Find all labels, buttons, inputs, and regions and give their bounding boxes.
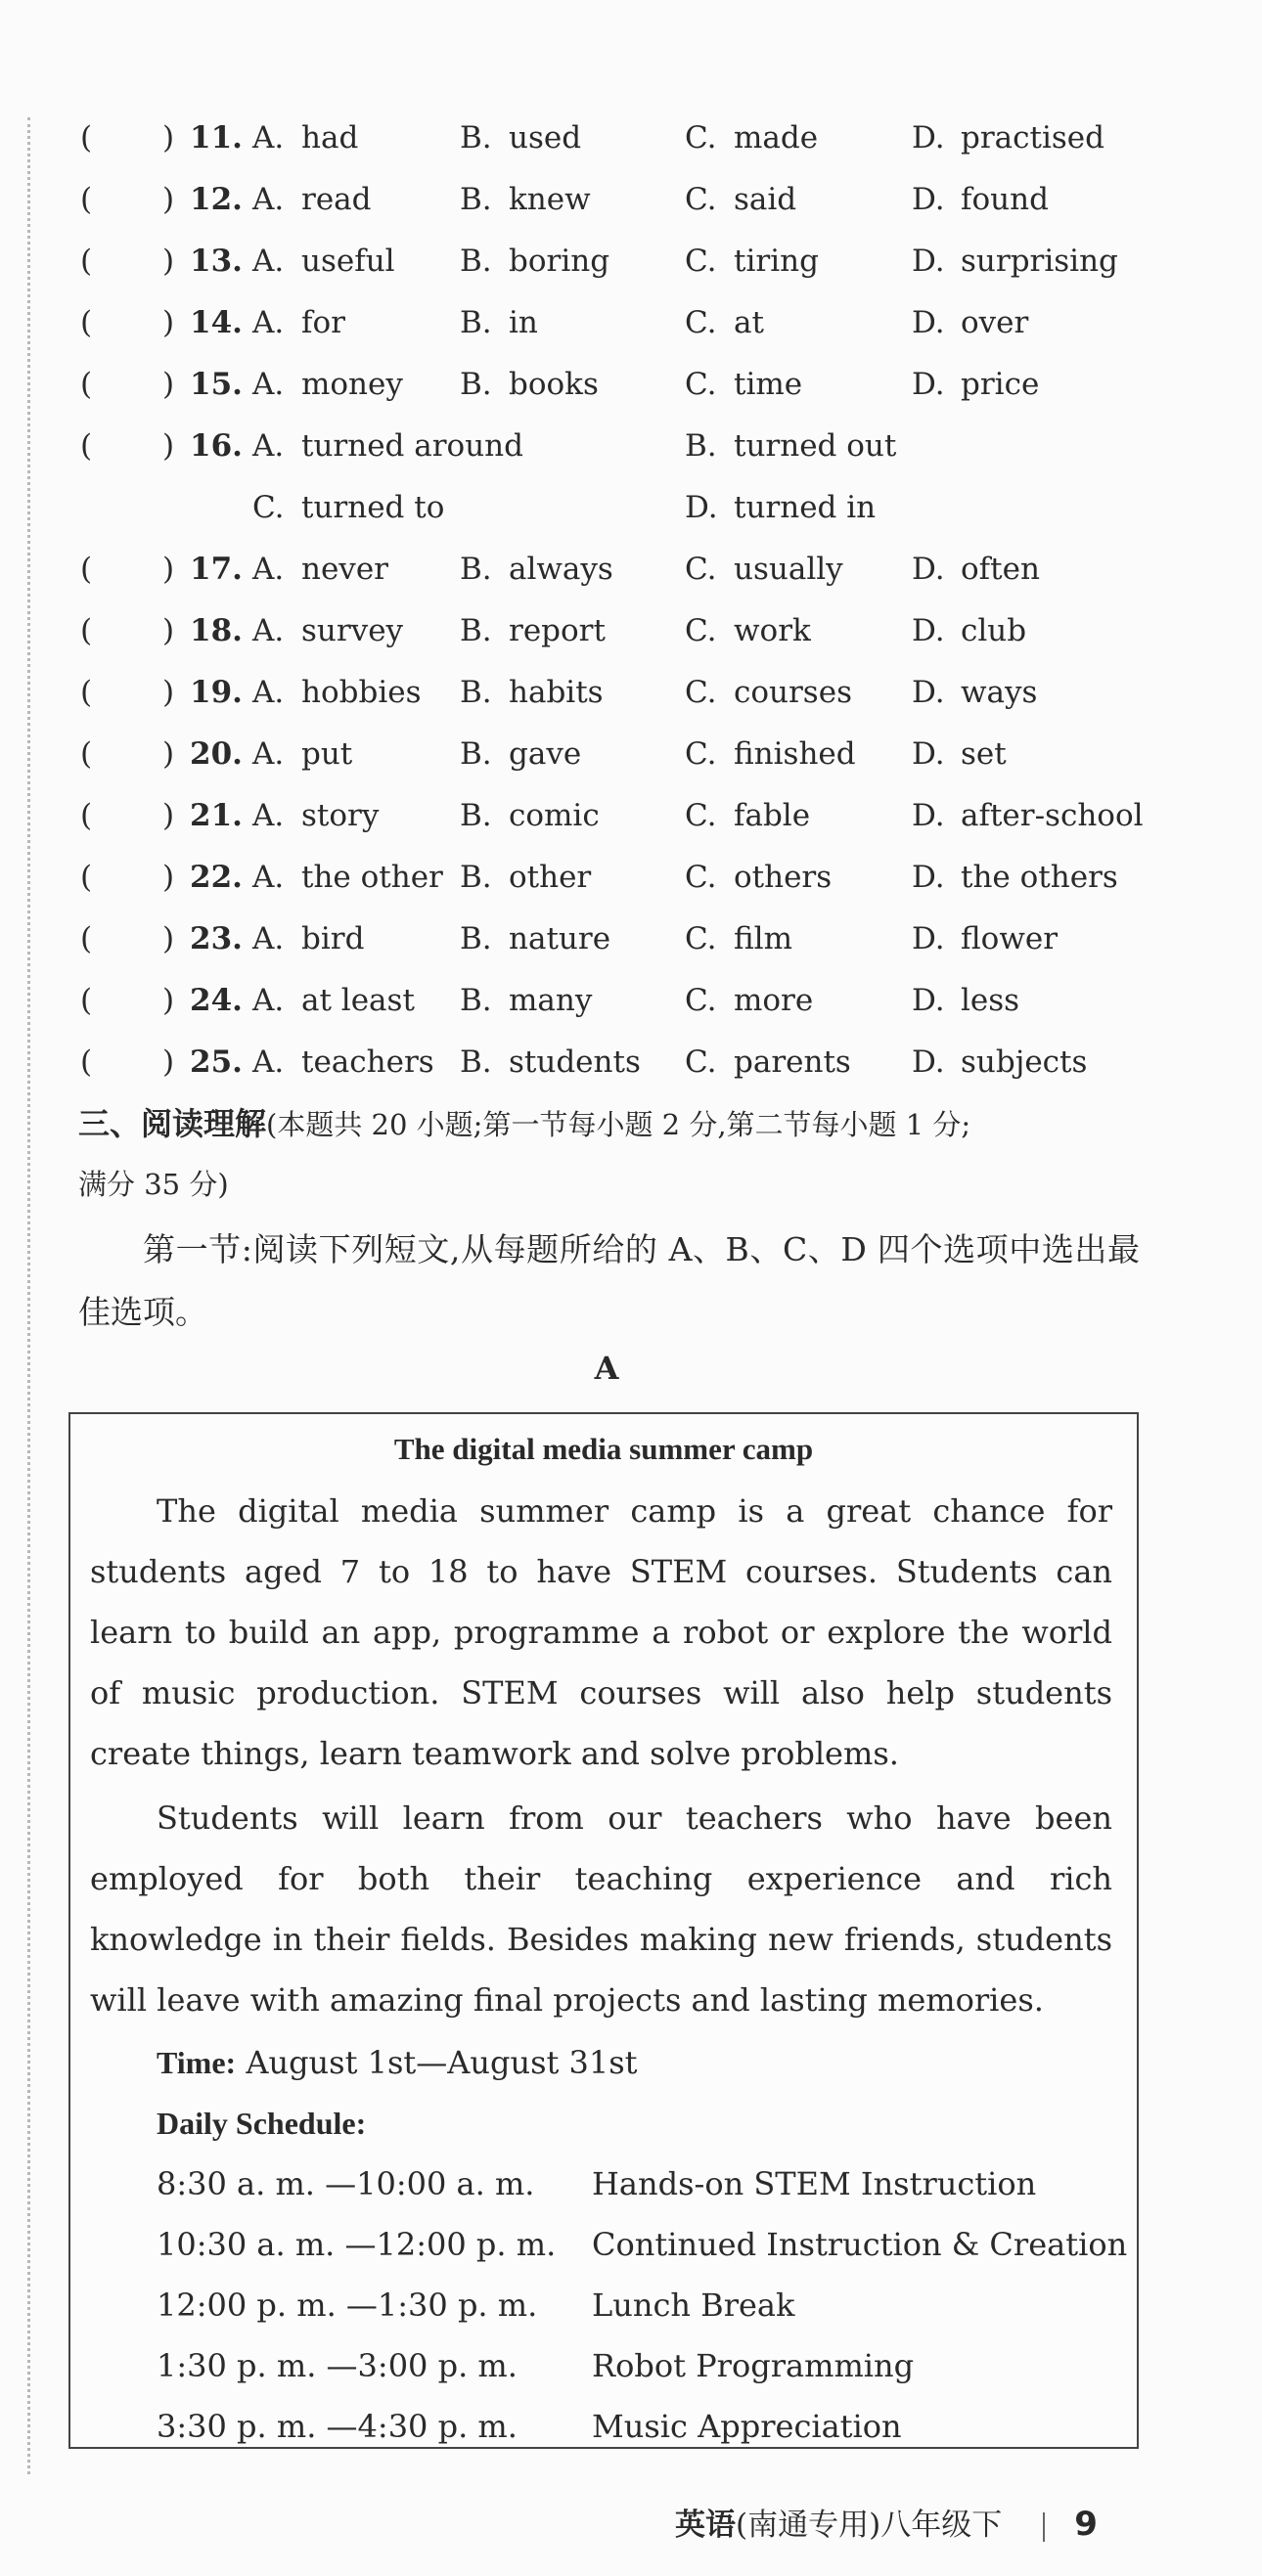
option-text: at — [734, 305, 764, 340]
question-number: 22. — [190, 860, 243, 895]
option-letter: D. — [912, 120, 945, 155]
question-number: 25. — [190, 1044, 243, 1080]
option-text: others — [734, 860, 833, 895]
schedule-activity: Music Appreciation — [592, 2408, 902, 2445]
option-text: flower — [961, 921, 1059, 956]
option-c — [685, 974, 813, 1027]
option-letter: C. — [685, 798, 717, 833]
answer-blank-close[interactable]: ) — [162, 798, 175, 833]
option-b — [460, 604, 606, 657]
option-letter: A. — [252, 860, 285, 895]
option-letter: C. — [685, 736, 717, 772]
option-a — [252, 420, 523, 472]
question-number: 11. — [190, 120, 243, 155]
option-letter: C. — [685, 1044, 717, 1080]
option-text: in — [509, 305, 538, 340]
answer-blank-open[interactable]: ( — [80, 552, 93, 587]
option-c — [685, 789, 810, 842]
option-d — [685, 481, 876, 534]
option-a — [252, 851, 443, 904]
option-text: report — [509, 613, 606, 648]
option-text: turned in — [734, 490, 877, 525]
option-d — [912, 851, 1118, 904]
option-c — [685, 296, 764, 349]
page-footer — [675, 2500, 1098, 2550]
question-number: 24. — [190, 983, 243, 1018]
option-text: the other — [301, 860, 443, 895]
question-number: 17. — [190, 552, 243, 587]
answer-blank-close[interactable]: ) — [162, 182, 175, 217]
option-letter: C. — [685, 182, 717, 217]
answer-blank-close[interactable]: ) — [162, 305, 175, 340]
answer-blank-close[interactable]: ) — [162, 244, 175, 279]
schedule-time: 3:30 p. m. —4:30 p. m. — [157, 2408, 518, 2445]
option-text: useful — [301, 244, 395, 279]
option-d — [912, 974, 1019, 1027]
option-text: had — [301, 120, 359, 155]
answer-blank-close[interactable]: ) — [162, 675, 175, 710]
option-letter: A. — [252, 367, 285, 402]
option-letter: B. — [685, 428, 717, 464]
answer-blank-open[interactable]: ( — [80, 182, 93, 217]
section-3-heading — [78, 1093, 1154, 1155]
option-c — [685, 358, 802, 411]
option-text: time — [734, 367, 803, 402]
schedule-activity: Robot Programming — [592, 2347, 915, 2384]
option-text: fable — [734, 798, 811, 833]
time-label: Time — [157, 2045, 226, 2080]
section-3-note-line1: (本题共 20 小题;第一节每小题 2 分,第二节每小题 1 分; — [266, 1108, 971, 1141]
time-line: Time: August 1st—August 31st — [157, 2044, 638, 2081]
option-text: comic — [509, 798, 600, 833]
option-text: usually — [734, 552, 843, 587]
question-number: 23. — [190, 921, 243, 956]
option-c — [685, 111, 818, 164]
option-text: always — [509, 552, 613, 587]
option-letter: B. — [460, 120, 492, 155]
option-letter: D. — [912, 367, 945, 402]
option-a — [252, 358, 403, 411]
option-b — [460, 235, 609, 288]
option-letter: D. — [912, 983, 945, 1018]
option-d — [912, 728, 1007, 780]
option-letter: C. — [685, 305, 717, 340]
schedule-activity: Hands-on STEM Instruction — [592, 2165, 1037, 2202]
passage-paragraph-2: Students will learn from our teachers who have been employed for both their teaching experience and rich knowledge in their fields. Besides making new friends, students will leave with amazing final projects and lasting memories. — [90, 1799, 1112, 2019]
schedule-row — [157, 2396, 1135, 2457]
option-text: finished — [734, 736, 856, 772]
option-text: said — [734, 182, 797, 217]
option-letter: B. — [460, 244, 492, 279]
question-number: 19. — [190, 675, 243, 710]
answer-blank-open[interactable]: ( — [80, 675, 93, 710]
option-letter: C. — [252, 490, 285, 525]
option-a — [252, 912, 364, 965]
section-3-title: 三、阅读理解 — [78, 1105, 267, 1142]
schedule-row — [157, 2335, 1135, 2396]
schedule-time: 1:30 p. m. —3:00 p. m. — [157, 2347, 518, 2384]
footer-divider — [1043, 2512, 1045, 2542]
option-letter: B. — [460, 983, 492, 1018]
option-letter: A. — [252, 552, 285, 587]
option-text: read — [301, 182, 372, 217]
option-letter: D. — [912, 1044, 945, 1080]
option-letter: B. — [460, 1044, 492, 1080]
option-c — [685, 604, 811, 657]
option-b — [460, 851, 591, 904]
option-a — [252, 173, 372, 226]
option-text: surprising — [961, 244, 1118, 279]
option-text: courses — [734, 675, 852, 710]
option-b — [460, 543, 613, 596]
answer-blank-close[interactable]: ) — [162, 921, 175, 956]
option-text: work — [734, 613, 811, 648]
schedule-heading: Daily Schedule: — [157, 2106, 367, 2141]
question-number: 15. — [190, 367, 243, 402]
option-text: boring — [509, 244, 610, 279]
option-d — [912, 358, 1039, 411]
option-letter: C. — [685, 244, 717, 279]
option-letter: D. — [912, 613, 945, 648]
option-letter: D. — [912, 552, 945, 587]
option-d — [912, 543, 1040, 596]
option-text: gave — [509, 736, 582, 772]
schedule-activity: Continued Instruction & Creation — [592, 2226, 1128, 2263]
section-3-note-wrap — [78, 1154, 1154, 1215]
option-text: habits — [509, 675, 604, 710]
option-a — [252, 974, 415, 1027]
option-letter: B. — [460, 552, 492, 587]
option-a — [252, 543, 388, 596]
option-letter: B. — [460, 798, 492, 833]
option-b — [460, 728, 581, 780]
option-text: turned to — [301, 490, 445, 525]
option-text: hobbies — [301, 675, 422, 710]
option-letter: D. — [912, 675, 945, 710]
option-text: film — [734, 921, 792, 956]
schedule-time: 12:00 p. m. —1:30 p. m. — [157, 2287, 538, 2324]
option-letter: A. — [252, 983, 285, 1018]
section-3-note-line2: 满分 35 分) — [78, 1168, 229, 1201]
option-text: many — [509, 983, 593, 1018]
option-letter: B. — [460, 921, 492, 956]
option-letter: B. — [460, 736, 492, 772]
answer-blank-close[interactable]: ) — [162, 613, 175, 648]
schedule-activity: Lunch Break — [592, 2287, 795, 2324]
option-letter: A. — [252, 921, 285, 956]
option-text: books — [509, 367, 599, 402]
option-text: subjects — [961, 1044, 1088, 1080]
option-text: set — [961, 736, 1007, 772]
answer-blank-open[interactable]: ( — [80, 305, 93, 340]
option-d — [912, 1036, 1087, 1088]
option-text: survey — [301, 613, 404, 648]
option-letter: D. — [912, 182, 945, 217]
footer-subject: 英语 — [675, 2508, 736, 2543]
answer-blank-open[interactable]: ( — [80, 367, 93, 402]
answer-blank-open[interactable]: ( — [80, 860, 93, 895]
option-text: practised — [961, 120, 1104, 155]
question-number: 13. — [190, 244, 243, 279]
option-letter: C. — [685, 921, 717, 956]
page-number: 9 — [1074, 2505, 1098, 2544]
option-text: knew — [509, 182, 591, 217]
option-letter: A. — [252, 798, 285, 833]
option-d — [912, 173, 1049, 226]
option-letter: B. — [460, 367, 492, 402]
option-letter: D. — [912, 244, 945, 279]
option-text: over — [961, 305, 1029, 340]
option-a — [252, 111, 358, 164]
option-letter: B. — [460, 182, 492, 217]
answer-blank-close[interactable]: ) — [162, 1044, 175, 1080]
answer-blank-open[interactable]: ( — [80, 983, 93, 1018]
option-letter: A. — [252, 1044, 285, 1080]
option-c — [685, 912, 792, 965]
option-letter: B. — [460, 860, 492, 895]
time-value: August 1st—August 31st — [246, 2044, 638, 2081]
option-a — [252, 604, 403, 657]
option-a — [252, 666, 422, 719]
option-text: used — [509, 120, 582, 155]
option-d — [912, 666, 1037, 719]
option-letter: A. — [252, 244, 285, 279]
option-letter: C. — [685, 120, 717, 155]
option-text: less — [961, 983, 1020, 1018]
option-text: at least — [301, 983, 415, 1018]
margin-dotted-line — [27, 117, 30, 2474]
option-c — [685, 1036, 851, 1088]
section-1-instruction: 第一节:阅读下列短文,从每题所给的 A、B、C、D 四个选项中选出最佳选项。 — [78, 1230, 1140, 1331]
option-c — [685, 728, 856, 780]
schedule-row — [157, 2275, 1135, 2335]
option-b — [460, 789, 600, 842]
option-text: never — [301, 552, 388, 587]
option-letter: C. — [685, 983, 717, 1018]
option-letter: A. — [252, 675, 285, 710]
option-text: price — [961, 367, 1040, 402]
passage-paragraph-1: The digital media summer camp is a great chance for students aged 7 to 18 to have STEM courses. Students can learn to build an app, programme a robot or explore the world of music production. STEM courses will also help students create things, learn teamwork and solve problems. — [90, 1492, 1112, 1772]
option-b — [460, 974, 592, 1027]
option-c — [685, 235, 819, 288]
option-letter: D. — [685, 490, 718, 525]
passage-box — [68, 1412, 1139, 2449]
option-letter: A. — [252, 305, 285, 340]
option-c — [252, 481, 444, 534]
option-a — [252, 1036, 434, 1088]
option-a — [252, 235, 395, 288]
option-letter: C. — [685, 675, 717, 710]
option-b — [460, 173, 591, 226]
option-letter: D. — [912, 860, 945, 895]
answer-blank-open[interactable]: ( — [80, 613, 93, 648]
option-d — [912, 235, 1118, 288]
option-text: turned around — [301, 428, 523, 464]
option-b — [460, 666, 604, 719]
question-number: 16. — [190, 428, 243, 464]
option-d — [912, 111, 1104, 164]
answer-blank-close[interactable]: ) — [162, 552, 175, 587]
option-letter: A. — [252, 428, 285, 464]
option-text: club — [961, 613, 1027, 648]
schedule-time: 10:30 a. m. —12:00 p. m. — [157, 2226, 557, 2263]
option-text: money — [301, 367, 403, 402]
option-text: other — [509, 860, 592, 895]
option-text: more — [734, 983, 814, 1018]
option-text: ways — [961, 675, 1038, 710]
answer-blank-close[interactable]: ) — [162, 367, 175, 402]
option-letter: B. — [460, 305, 492, 340]
option-b — [460, 358, 599, 411]
option-letter: B. — [460, 675, 492, 710]
option-a — [252, 296, 345, 349]
option-b — [685, 420, 896, 472]
answer-blank-open[interactable]: ( — [80, 428, 93, 464]
question-number: 21. — [190, 798, 243, 833]
question-number: 18. — [190, 613, 243, 648]
option-d — [912, 912, 1058, 965]
option-text: for — [301, 305, 345, 340]
answer-blank-open[interactable]: ( — [80, 798, 93, 833]
option-a — [252, 728, 352, 780]
option-d — [912, 296, 1028, 349]
option-c — [685, 666, 852, 719]
option-text: put — [301, 736, 353, 772]
answer-blank-open[interactable]: ( — [80, 736, 93, 772]
option-letter: A. — [252, 120, 285, 155]
option-letter: A. — [252, 736, 285, 772]
option-c — [685, 173, 796, 226]
schedule-row — [157, 2214, 1135, 2275]
question-number: 14. — [190, 305, 243, 340]
option-b — [460, 111, 581, 164]
option-text: found — [961, 182, 1049, 217]
answer-blank-open[interactable]: ( — [80, 921, 93, 956]
option-letter: C. — [685, 367, 717, 402]
answer-blank-close[interactable]: ) — [162, 120, 175, 155]
footer-edition: (南通专用)八年级下 — [736, 2508, 1003, 2543]
option-text: students — [509, 1044, 641, 1080]
option-c — [685, 543, 843, 596]
option-letter: B. — [460, 613, 492, 648]
option-text: parents — [734, 1044, 851, 1080]
option-a — [252, 789, 379, 842]
option-b — [460, 912, 610, 965]
option-d — [912, 789, 1144, 842]
option-letter: C. — [685, 613, 717, 648]
option-text: turned out — [734, 428, 897, 464]
option-letter: D. — [912, 305, 945, 340]
option-c — [685, 851, 832, 904]
option-text: tiring — [734, 244, 819, 279]
option-letter: A. — [252, 613, 285, 648]
option-text: the others — [961, 860, 1118, 895]
passage-letter: A — [594, 1350, 619, 1387]
option-letter: D. — [912, 798, 945, 833]
option-letter: A. — [252, 182, 285, 217]
option-text: after-school — [961, 798, 1144, 833]
option-letter: C. — [685, 552, 717, 587]
option-letter: D. — [912, 921, 945, 956]
option-text: made — [734, 120, 819, 155]
option-d — [912, 604, 1026, 657]
answer-blank-open[interactable]: ( — [80, 244, 93, 279]
option-b — [460, 296, 538, 349]
passage-title: The digital media summer camp — [393, 1432, 814, 1466]
answer-blank-close[interactable]: ) — [162, 428, 175, 464]
option-text: bird — [301, 921, 365, 956]
answer-blank-close[interactable]: ) — [162, 736, 175, 772]
question-number: 20. — [190, 736, 243, 772]
question-number: 12. — [190, 182, 243, 217]
option-text: nature — [509, 921, 611, 956]
option-letter: C. — [685, 860, 717, 895]
schedule-row — [157, 2154, 1135, 2214]
option-text: teachers — [301, 1044, 434, 1080]
answer-blank-open[interactable]: ( — [80, 120, 93, 155]
answer-blank-open[interactable]: ( — [80, 1044, 93, 1080]
option-text: often — [961, 552, 1040, 587]
option-b — [460, 1036, 641, 1088]
answer-blank-close[interactable]: ) — [162, 983, 175, 1018]
schedule-label: Daily Schedule — [157, 2106, 356, 2141]
schedule-time: 8:30 a. m. —10:00 a. m. — [157, 2165, 535, 2202]
answer-blank-close[interactable]: ) — [162, 860, 175, 895]
option-text: story — [301, 798, 380, 833]
option-letter: D. — [912, 736, 945, 772]
